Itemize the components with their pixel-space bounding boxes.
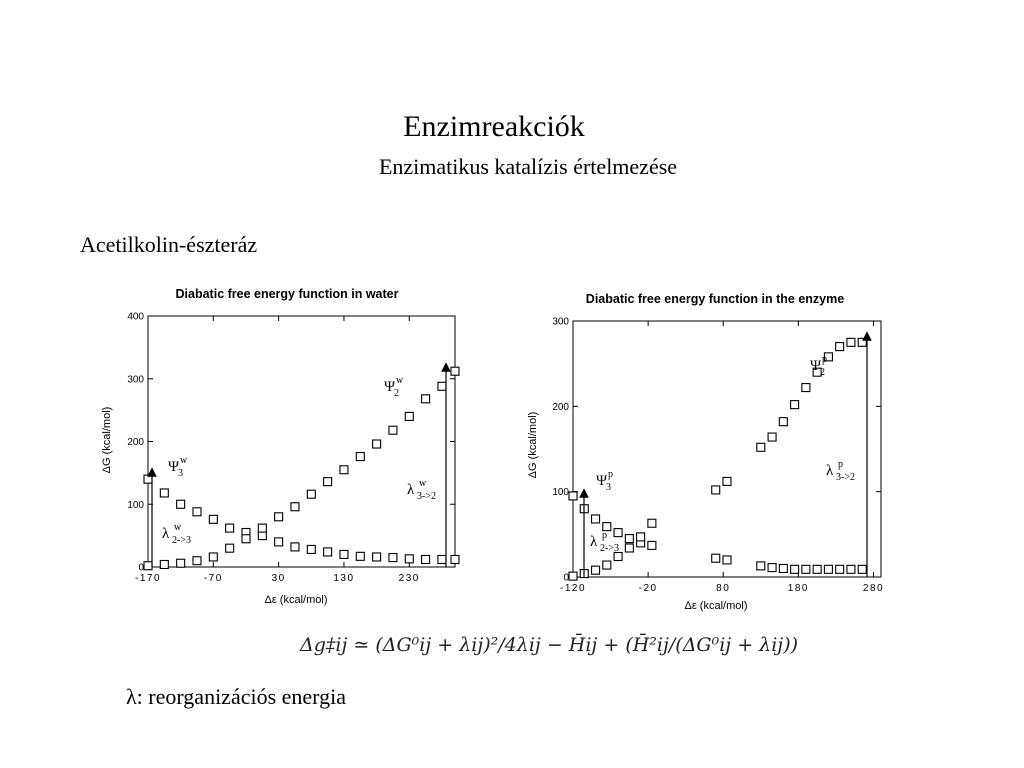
data-point-series-2 [307,490,315,498]
footnote-lambda: λ: reorganizációs energia [126,684,346,709]
psi-left-label-sub: 3 [606,482,611,493]
psi-left-label-symbol: Ψ [168,459,180,475]
lambda-right-label [826,459,855,483]
data-point-series-1 [177,500,185,508]
data-point-series-2 [258,524,266,532]
x-tick-label: 230 [398,573,420,584]
data-point-series-1 [791,565,799,573]
y-tick-label: 200 [552,401,569,413]
x-tick-label: 180 [787,583,809,594]
data-point-series-2 [193,557,201,565]
psi-right-label-sup: p [822,354,827,365]
data-point-series-2 [438,382,446,390]
data-point-series-1 [614,529,622,537]
lambda-right-label-sup: w [419,478,427,489]
y-tick-label: 100 [127,499,144,511]
data-point-series-1 [858,565,866,573]
y-tick-label: 300 [127,374,144,386]
lambda-right-label-symbol: λ [407,482,415,498]
chart-title: Diabatic free energy function in water [175,287,399,301]
data-point-series-2 [373,440,381,448]
x-tick-label: -120 [559,583,587,594]
data-point-series-1 [569,492,577,500]
psi-left-label-sup: w [180,455,188,466]
data-point-series-2 [625,544,633,552]
data-point-series-1 [144,475,152,483]
data-point-series-2 [389,426,397,434]
lambda-left-label-symbol: λ [162,526,170,542]
x-tick-label: 30 [271,573,286,584]
data-point-series-1 [389,554,397,562]
data-point-series-1 [648,541,656,549]
data-point-series-1 [802,565,810,573]
data-point-series-2 [648,519,656,527]
data-point-series-1 [324,548,332,556]
chart-title: Diabatic free energy function in the enzyme [585,292,845,306]
data-point-series-2 [226,544,234,552]
data-point-series-1 [723,556,731,564]
data-point-series-2 [177,559,185,567]
data-point-series-2 [356,453,364,461]
data-point-series-2 [569,572,577,580]
data-point-series-1 [340,550,348,558]
x-tick-label: -170 [134,573,162,584]
y-axis-label: ΔG (kcal/mol) [101,406,113,474]
y-axis-label: ΔG (kcal/mol) [527,411,539,479]
page-subtitle-text: Enzimatikus katalízis értelmezése [378,154,678,179]
data-point-series-1 [824,565,832,573]
data-point-series-2 [603,561,611,569]
data-point-series-2 [858,338,866,346]
data-point-series-2 [712,486,720,494]
x-tick-label: 280 [862,583,885,594]
psi-left-label-symbol: Ψ [596,473,608,489]
lambda-left-label-symbol: λ [590,534,598,550]
lambda-right-label-sub: 3->2 [417,491,436,502]
data-point-series-2 [405,412,413,420]
data-point-series-1 [768,564,776,572]
data-point-series-1 [160,489,168,497]
data-point-series-1 [405,555,413,563]
x-tick-label: -70 [203,573,223,584]
data-point-series-2 [144,562,152,570]
lambda-left-label-sup: p [602,530,607,541]
data-point-series-2 [242,535,250,543]
lambda-left-label-sup: w [174,522,182,533]
data-point-series-1 [356,552,364,560]
y-tick-label: 0 [138,562,144,574]
data-point-series-1 [275,538,283,546]
data-point-series-1 [592,515,600,523]
data-point-series-1 [373,553,381,561]
lambda-left-label-sub: 2->3 [600,543,619,554]
chart-enzyme [520,285,900,615]
psi-right-label [384,375,404,399]
data-point-series-1 [307,545,315,553]
lambda-right-label-sup: p [838,459,843,470]
data-point-series-1 [193,508,201,516]
psi-left-label-sup: p [608,469,613,480]
data-point-series-2 [768,433,776,441]
x-tick-label: 130 [333,573,355,584]
lambda-right-label-sub: 3->2 [836,472,855,483]
data-point-series-2 [451,367,459,375]
data-point-series-1 [291,543,299,551]
chart-water [100,280,470,610]
data-point-series-2 [291,503,299,511]
data-point-series-2 [802,384,810,392]
data-point-series-1 [836,565,844,573]
x-tick-label: -20 [638,583,658,594]
data-point-series-1 [438,555,446,563]
plot-frame [573,321,881,577]
data-point-series-1 [813,565,821,573]
lambda-left-label [162,522,191,546]
data-point-series-2 [791,401,799,409]
y-tick-label: 200 [127,437,144,448]
data-point-series-2 [847,338,855,346]
lambda-right-label [407,478,436,502]
data-point-series-2 [637,533,645,541]
data-point-series-2 [422,395,430,403]
plot-frame [148,316,455,567]
data-point-series-1 [451,555,459,563]
psi-right-label-symbol: Ψ [810,358,822,374]
free-energy-formula: Δg‡ij ≃ (ΔG⁰ij + λij)²/4λij − H̄ij + (H̄²ij/(ΔG⁰ij + λij)) [300,634,799,656]
psi-left-label [168,455,188,479]
data-point-series-2 [160,560,168,568]
data-point-series-1 [258,532,266,540]
data-point-series-2 [209,553,217,561]
data-point-series-2 [836,343,844,351]
lambda-left-label-sub: 2->3 [172,535,191,546]
y-tick-label: 300 [552,316,569,328]
data-point-series-1 [422,555,430,563]
y-tick-label: 0 [563,572,569,584]
data-point-series-1 [209,515,217,523]
data-point-series-1 [847,565,855,573]
page-title [0,110,1024,144]
data-point-series-1 [625,535,633,543]
data-point-series-2 [340,466,348,474]
section-heading: Acetilkolin-észteráz [80,232,258,257]
page-title-text: Enzimreakciók [403,110,585,143]
y-tick-label: 400 [127,311,144,323]
data-point-series-2 [723,477,731,485]
page-subtitle [0,154,1024,180]
data-point-series-2 [275,513,283,521]
psi-right-label-symbol: Ψ [384,379,396,395]
data-point-series-2 [757,443,765,451]
data-point-series-2 [779,418,787,426]
x-axis-label: Δε (kcal/mol) [684,600,748,612]
data-point-series-1 [757,562,765,570]
psi-right-label-sup: w [396,375,404,386]
psi-left-label-sub: 3 [178,468,183,479]
y-tick-label: 100 [552,487,569,499]
data-point-series-1 [779,564,787,572]
psi-right-label-sub: 2 [394,388,399,399]
data-point-series-1 [226,524,234,532]
x-tick-label: 80 [716,583,731,594]
data-point-series-2 [592,566,600,574]
lambda-right-label-symbol: λ [826,463,834,479]
psi-left-label [596,469,613,493]
x-axis-label: Δε (kcal/mol) [264,594,328,606]
data-point-series-2 [324,478,332,486]
psi-right-label-sub: 2 [820,367,825,378]
data-point-series-1 [712,554,720,562]
